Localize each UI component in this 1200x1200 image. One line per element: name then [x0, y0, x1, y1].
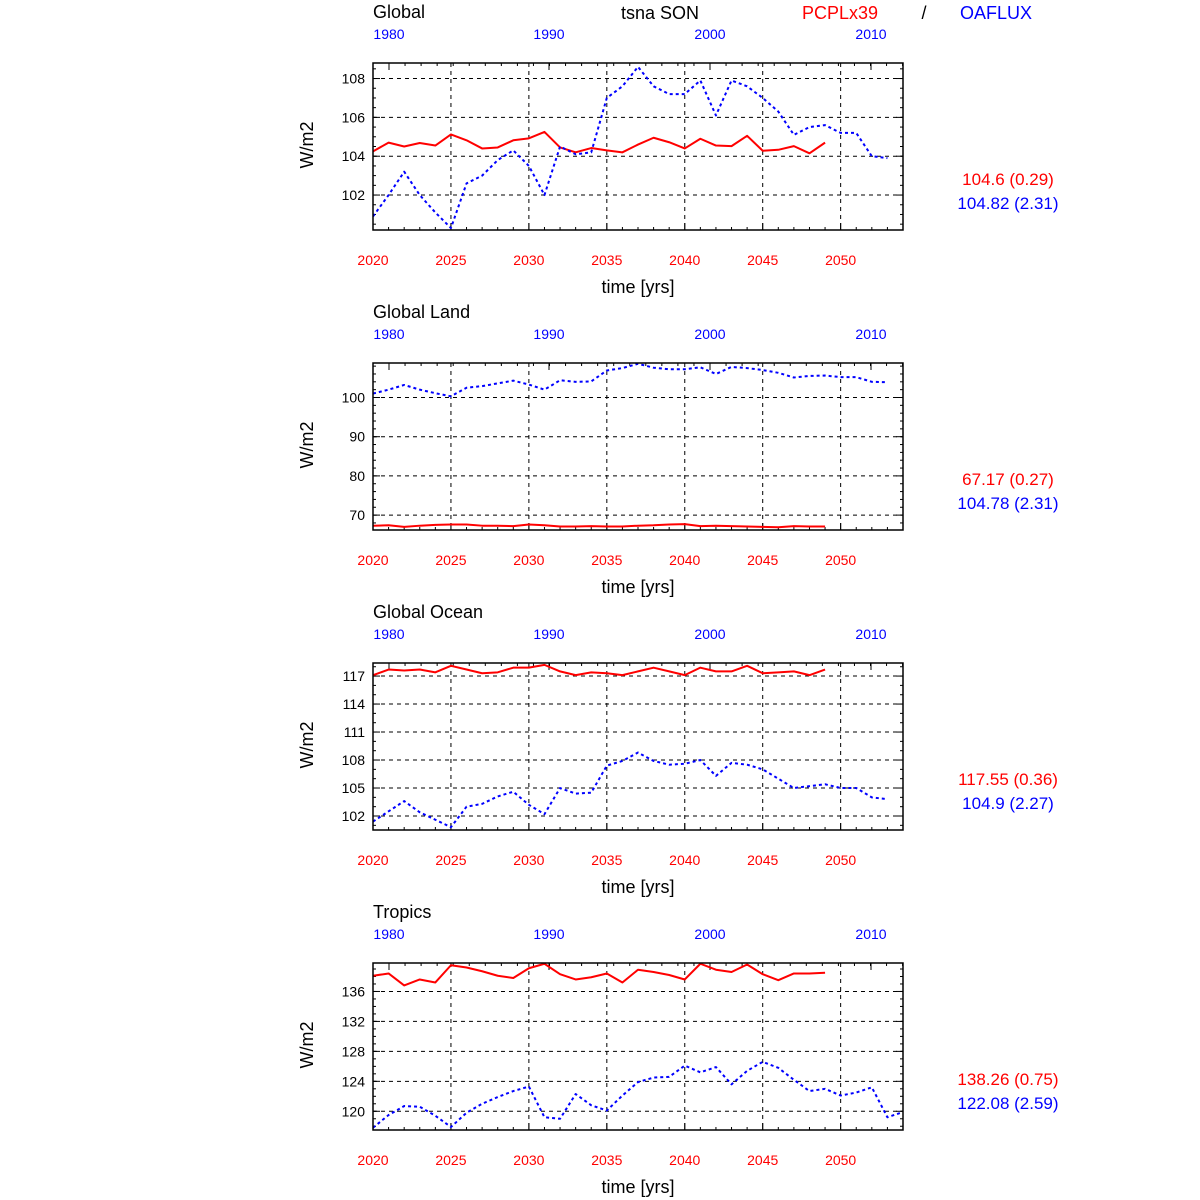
x-tick-label-top: 2010 — [855, 626, 887, 642]
y-tick-label: 102 — [341, 808, 365, 825]
obs-stats: 104.9 (2.27) — [962, 794, 1054, 813]
model-stats: 67.17 (0.27) — [962, 470, 1054, 489]
x-tick-label-bottom: 2025 — [435, 252, 467, 268]
x-tick-label-bottom: 2040 — [669, 252, 701, 268]
figure-header — [621, 3, 1032, 23]
x-tick-label-top: 2000 — [694, 26, 726, 42]
y-tick-label: 136 — [341, 983, 365, 1000]
x-tick-label-bottom: 2045 — [747, 1152, 779, 1168]
obs-stats: 104.82 (2.31) — [957, 194, 1059, 213]
x-tick-label-bottom: 2050 — [825, 252, 857, 268]
panel-2 — [297, 302, 1059, 597]
header-variable: tsna SON — [620, 3, 700, 23]
y-tick-label: 104 — [341, 148, 365, 165]
x-tick-label-bottom: 2050 — [825, 552, 857, 568]
header-separator: / — [921, 3, 927, 23]
x-tick-label-top: 1980 — [373, 626, 405, 642]
x-tick-label-bottom: 2035 — [591, 852, 623, 868]
y-tick-label: 90 — [349, 428, 365, 445]
model-series-line — [373, 964, 825, 986]
model-stats: 117.55 (0.36) — [958, 770, 1058, 789]
panel-title: Global Land — [373, 302, 471, 322]
series-group — [373, 67, 887, 228]
x-tick-label-bottom: 2035 — [591, 1152, 623, 1168]
y-tick-label: 120 — [341, 1103, 365, 1120]
x-tick-label-bottom: 2030 — [513, 252, 545, 268]
obs-series-line — [373, 364, 887, 397]
plot-frame — [373, 63, 903, 230]
tick-marks — [373, 963, 903, 1130]
x-axis-label: time [yrs] — [601, 877, 675, 897]
x-tick-label-bottom: 2025 — [435, 852, 467, 868]
y-tick-label: 132 — [341, 1013, 365, 1030]
panel-title: Tropics — [373, 902, 432, 922]
x-tick-label-bottom: 2030 — [513, 852, 545, 868]
x-tick-label-top: 2000 — [694, 626, 726, 642]
y-tick-label: 108 — [341, 70, 365, 87]
x-tick-label-bottom: 2020 — [357, 552, 389, 568]
panel-title: Global Ocean — [373, 602, 484, 622]
model-stats: 138.26 (0.75) — [957, 1070, 1059, 1089]
panel-1 — [297, 2, 1059, 297]
plot-frame — [373, 963, 903, 1130]
x-axis-label: time [yrs] — [601, 277, 675, 297]
y-axis-label: W/m2 — [297, 1021, 317, 1069]
y-tick-label: 70 — [349, 507, 365, 524]
model-series-line — [373, 665, 825, 675]
y-tick-label: 114 — [342, 696, 365, 713]
gridlines — [373, 963, 903, 1130]
panels — [297, 2, 1059, 1197]
tick-marks — [373, 63, 903, 230]
x-tick-label-top: 1980 — [373, 326, 405, 342]
x-tick-label-bottom: 2045 — [747, 252, 779, 268]
x-tick-label-bottom: 2040 — [669, 852, 701, 868]
gridlines — [373, 63, 903, 230]
y-tick-label: 100 — [341, 389, 365, 406]
y-tick-label: 128 — [341, 1043, 365, 1060]
y-axis-label: W/m2 — [297, 421, 317, 469]
y-tick-label: 102 — [341, 187, 365, 204]
gridlines — [373, 363, 903, 530]
y-tick-label: 105 — [341, 780, 365, 797]
x-tick-label-bottom: 2035 — [591, 252, 623, 268]
x-tick-label-bottom: 2020 — [357, 852, 389, 868]
series-group — [373, 665, 887, 827]
panel-3 — [297, 602, 1058, 897]
obs-stats: 104.78 (2.31) — [957, 494, 1059, 513]
x-tick-label-bottom: 2030 — [513, 552, 545, 568]
header-model-label: PCPLx39 — [801, 3, 879, 23]
tick-marks — [373, 663, 903, 830]
x-tick-label-top: 2000 — [694, 326, 726, 342]
x-tick-label-bottom: 2035 — [591, 552, 623, 568]
x-tick-label-top: 1990 — [533, 926, 565, 942]
x-tick-label-bottom: 2040 — [669, 1152, 701, 1168]
x-tick-label-bottom: 2025 — [435, 1152, 467, 1168]
x-tick-label-top: 1990 — [533, 326, 565, 342]
y-tick-label: 106 — [341, 109, 365, 126]
x-tick-label-bottom: 2050 — [825, 1152, 857, 1168]
x-tick-label-bottom: 2020 — [357, 252, 389, 268]
x-tick-label-bottom: 2030 — [513, 1152, 545, 1168]
x-tick-label-top: 1990 — [533, 626, 565, 642]
x-tick-label-bottom: 2045 — [747, 852, 779, 868]
gridlines — [373, 663, 903, 830]
y-axis-label: W/m2 — [297, 721, 317, 769]
y-axis-label: W/m2 — [297, 121, 317, 169]
x-tick-label-bottom: 2020 — [357, 1152, 389, 1168]
y-tick-label: 124 — [341, 1073, 365, 1090]
x-tick-label-top: 1980 — [373, 26, 405, 42]
x-tick-label-bottom: 2025 — [435, 552, 467, 568]
y-tick-label: 108 — [341, 752, 365, 769]
model-stats: 104.6 (0.29) — [962, 170, 1054, 189]
panel-4 — [297, 902, 1059, 1197]
x-tick-label-top: 2000 — [694, 926, 726, 942]
x-tick-label-bottom: 2050 — [825, 852, 857, 868]
obs-series-line — [373, 1062, 903, 1128]
y-tick-label: 117 — [342, 668, 365, 685]
x-tick-label-top: 1990 — [533, 26, 565, 42]
x-tick-label-top: 2010 — [855, 26, 887, 42]
y-tick-label: 111 — [343, 724, 365, 741]
tick-marks — [373, 363, 903, 530]
model-series-line — [373, 524, 825, 527]
panel-title: Global — [373, 2, 426, 22]
series-group — [373, 964, 903, 1128]
series-group — [373, 364, 887, 527]
plot-frame — [373, 663, 903, 830]
x-tick-label-bottom: 2040 — [669, 552, 701, 568]
x-tick-label-top: 2010 — [855, 926, 887, 942]
header-obs-label: OAFLUX — [959, 3, 1033, 23]
obs-stats: 122.08 (2.59) — [957, 1094, 1059, 1113]
x-tick-label-bottom: 2045 — [747, 552, 779, 568]
model-series-line — [373, 132, 825, 153]
x-tick-label-top: 2010 — [855, 326, 887, 342]
x-tick-label-top: 1980 — [373, 926, 405, 942]
x-axis-label: time [yrs] — [601, 1177, 675, 1197]
y-tick-label: 80 — [349, 467, 365, 484]
x-axis-label: time [yrs] — [601, 577, 675, 597]
plot-frame — [373, 363, 903, 530]
